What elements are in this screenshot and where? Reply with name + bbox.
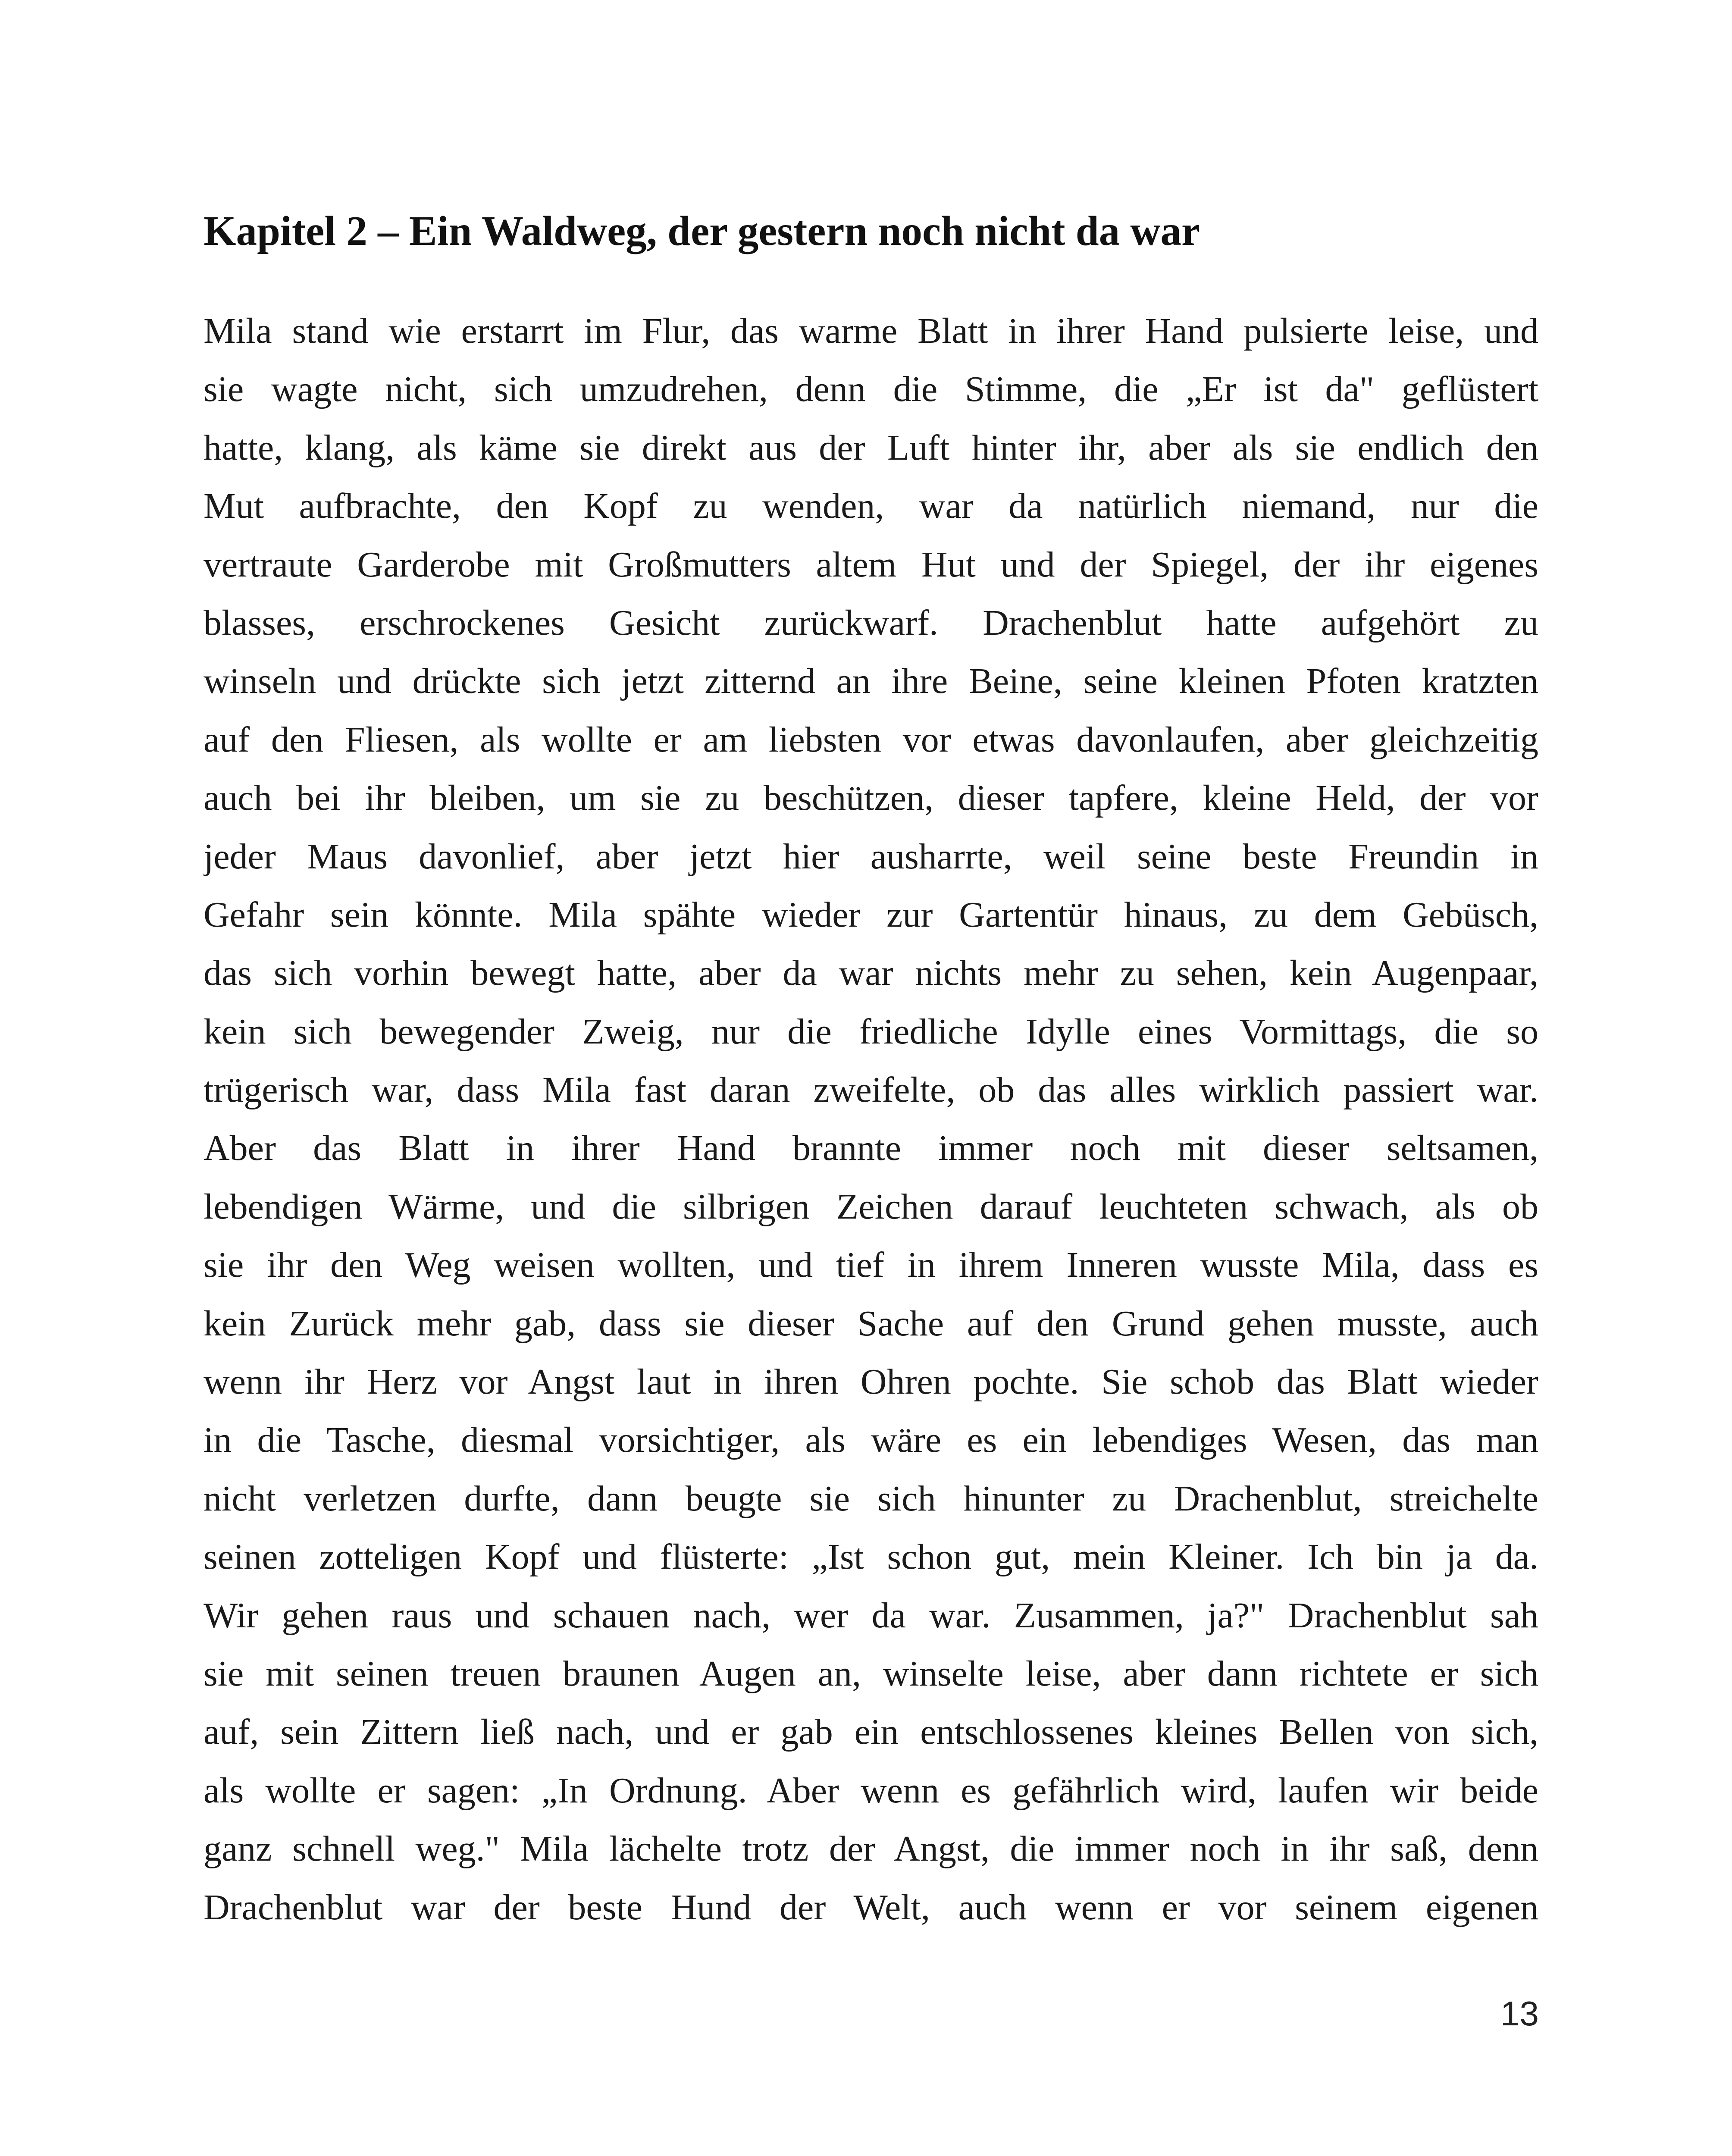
text-line: kein sich bewegender Zweig, nur die friedliche Idylle eines Vormittags, die so <box>204 1011 1538 1052</box>
text-line: als wollte er sagen: „In Ordnung. Aber wenn es gefährlich wird, laufen wir beide <box>204 1770 1538 1811</box>
page-number: 13 <box>1500 1994 1539 2033</box>
text-line: jeder Maus davonlief, aber jetzt hier ausharrte, weil seine beste Freundin in <box>204 836 1538 877</box>
chapter-title: Kapitel 2 – Ein Waldweg, der gestern noch nicht da war <box>204 208 1200 254</box>
text-line: winseln und drückte sich jetzt zitternd an ihre Beine, seine kleinen Pfoten kratzten <box>204 661 1538 702</box>
text-line: das sich vorhin bewegt hatte, aber da war nichts mehr zu sehen, kein Augenpaar, <box>204 953 1538 993</box>
text-line: Aber das Blatt in ihrer Hand brannte immer noch mit dieser seltsamen, <box>204 1128 1538 1169</box>
text-line: seinen zotteligen Kopf und flüsterte: „Ist schon gut, mein Kleiner. Ich bin ja da. <box>204 1537 1538 1577</box>
text-line: Wir gehen raus und schauen nach, wer da war. Zusammen, ja?" Drachenblut sah <box>204 1595 1538 1636</box>
text-line: sie wagte nicht, sich umzudrehen, denn die Stimme, die „Er ist da" geflüstert <box>204 369 1538 410</box>
text-line: auf, sein Zittern ließ nach, und er gab ein entschlossenes kleines Bellen von sich, <box>204 1712 1538 1752</box>
text-line: Gefahr sein könnte. Mila spähte wieder zur Gartentür hinaus, zu dem Gebüsch, <box>204 894 1538 935</box>
text-line: nicht verletzen durfte, dann beugte sie sich hinunter zu Drachenblut, streichelte <box>204 1478 1538 1519</box>
text-line: wenn ihr Herz vor Angst laut in ihren Ohren pochte. Sie schob das Blatt wieder <box>204 1362 1538 1402</box>
text-line: hatte, klang, als käme sie direkt aus der Luft hinter ihr, aber als sie endlich den <box>204 427 1538 468</box>
text-line: sie ihr den Weg weisen wollten, und tief in ihrem Inneren wusste Mila, dass es <box>204 1245 1538 1285</box>
text-line: kein Zurück mehr gab, dass sie dieser Sache auf den Grund gehen musste, auch <box>204 1303 1538 1344</box>
text-line: ganz schnell weg." Mila lächelte trotz der Angst, die immer noch in ihr saß, denn <box>204 1829 1538 1869</box>
text-line: auf den Fliesen, als wollte er am liebsten vor etwas davonlaufen, aber gleichzeitig <box>204 719 1538 760</box>
body-paragraph <box>204 302 1538 1937</box>
text-line: sie mit seinen treuen braunen Augen an, winselte leise, aber dann richtete er sich <box>204 1653 1538 1694</box>
text-line: blasses, erschrockenes Gesicht zurückwarf. Drachenblut hatte aufgehört zu <box>204 602 1538 643</box>
text-line: auch bei ihr bleiben, um sie zu beschützen, dieser tapfere, kleine Held, der vor <box>204 778 1538 818</box>
text-line: lebendigen Wärme, und die silbrigen Zeichen darauf leuchteten schwach, als ob <box>204 1186 1538 1227</box>
text-line: in die Tasche, diesmal vorsichtiger, als wäre es ein lebendiges Wesen, das man <box>204 1420 1538 1460</box>
text-line: Drachenblut war der beste Hund der Welt, auch wenn er vor seinem eigenen <box>204 1887 1538 1927</box>
text-line: Mut aufbrachte, den Kopf zu wenden, war da natürlich niemand, nur die <box>204 486 1538 526</box>
text-line: trügerisch war, dass Mila fast daran zweifelte, ob das alles wirklich passiert war. <box>204 1070 1538 1110</box>
text-line: Mila stand wie erstarrt im Flur, das warme Blatt in ihrer Hand pulsierte leise, und <box>204 311 1538 351</box>
text-line: vertraute Garderobe mit Großmutters altem Hut und der Spiegel, der ihr eigenes <box>204 544 1538 585</box>
